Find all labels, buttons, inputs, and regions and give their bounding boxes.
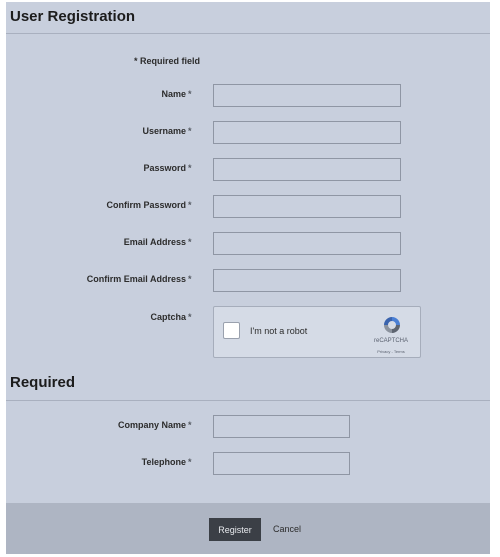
- email-row: [6, 232, 490, 256]
- required-marker: *: [188, 89, 192, 99]
- confirm-email-address-input[interactable]: [213, 269, 401, 292]
- telephone-row: [6, 452, 490, 476]
- password-row: [6, 158, 490, 182]
- not-a-robot-checkbox[interactable]: [223, 322, 240, 339]
- telephone-input[interactable]: [213, 452, 350, 475]
- confirm-email-row: [6, 269, 490, 293]
- required-marker: *: [188, 200, 192, 210]
- title-divider: [6, 33, 490, 34]
- recaptcha-logo-icon: [382, 315, 402, 335]
- form-footer: [6, 503, 490, 554]
- required-marker: *: [188, 163, 192, 173]
- username-row: [6, 121, 490, 145]
- required-marker: *: [188, 126, 192, 136]
- username-input[interactable]: [213, 121, 401, 144]
- confirm-email-address-label: Confirm Email Address: [86, 274, 186, 284]
- telephone-label: Telephone: [141, 457, 186, 467]
- recaptcha-privacy-terms[interactable]: Privacy - Terms: [377, 349, 405, 354]
- company-name-input[interactable]: [213, 415, 350, 438]
- required-divider: [6, 400, 490, 401]
- name-input[interactable]: [213, 84, 401, 107]
- page-title: User Registration: [10, 8, 136, 25]
- required-marker: *: [188, 312, 192, 322]
- required-marker: *: [188, 274, 192, 284]
- register-button[interactable]: Register: [209, 518, 261, 541]
- confirm-password-row: [6, 195, 490, 219]
- email-address-label: Email Address: [123, 237, 186, 247]
- name-label: Name: [161, 89, 186, 99]
- not-a-robot-text: I'm not a robot: [250, 326, 308, 336]
- required-section-title: Required: [10, 374, 76, 391]
- recaptcha-widget: [213, 306, 421, 358]
- company-name-row: [6, 415, 490, 439]
- required-marker: *: [188, 457, 192, 467]
- confirm-password-input[interactable]: [213, 195, 401, 218]
- email-address-input[interactable]: [213, 232, 401, 255]
- cancel-link[interactable]: Cancel: [273, 524, 302, 534]
- required-marker: *: [188, 237, 192, 247]
- username-label: Username: [142, 126, 186, 136]
- confirm-password-label: Confirm Password: [106, 200, 186, 210]
- name-row: [6, 84, 490, 108]
- required-field-note: * Required field: [133, 56, 200, 66]
- company-name-label: Company Name: [117, 420, 186, 430]
- recaptcha-brand: reCAPTCHA: [373, 338, 408, 344]
- captcha-label: Captcha: [150, 312, 186, 322]
- registration-panel: [6, 2, 490, 554]
- password-input[interactable]: [213, 158, 401, 181]
- required-marker: *: [188, 420, 192, 430]
- password-label: Password: [143, 163, 186, 173]
